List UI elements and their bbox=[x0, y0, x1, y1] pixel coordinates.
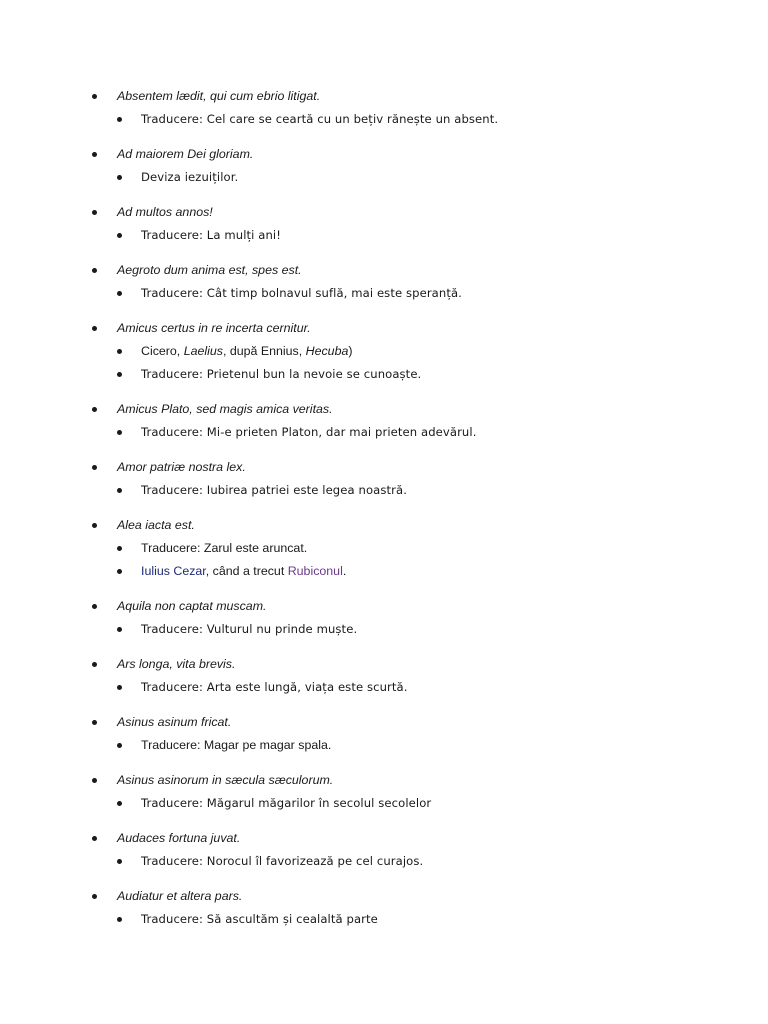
bullet-icon bbox=[117, 801, 122, 806]
latin-phrase: Ad maiorem Dei gloriam. bbox=[117, 147, 254, 161]
source-close: ) bbox=[348, 344, 353, 358]
list-item bbox=[0, 654, 768, 712]
bullet-icon bbox=[92, 894, 97, 899]
bullet-icon bbox=[92, 523, 97, 528]
latin-phrase: Ad multos annos! bbox=[117, 205, 213, 219]
bullet-icon bbox=[92, 778, 97, 783]
bullet-icon bbox=[92, 720, 97, 725]
bullet-icon bbox=[117, 917, 122, 922]
bullet-icon bbox=[117, 291, 122, 296]
bullet-icon bbox=[92, 326, 97, 331]
bullet-icon bbox=[117, 117, 122, 122]
list-item bbox=[0, 886, 768, 944]
list-item bbox=[0, 318, 768, 399]
source-text: , când a trecut bbox=[205, 564, 288, 578]
translation: Traducere: La mulți ani! bbox=[141, 228, 281, 242]
latin-phrase: Aegroto dum anima est, spes est. bbox=[117, 263, 302, 277]
list-item bbox=[0, 770, 768, 828]
translation: Traducere: Norocul îl favorizează pe cel curajos. bbox=[141, 854, 424, 868]
translation: Traducere: Cel care se ceartă cu un bețiv rănește un absent. bbox=[141, 112, 499, 126]
bullet-icon bbox=[92, 152, 97, 157]
translation: Traducere: Mi-e prieten Platon, dar mai prieten adevărul. bbox=[141, 425, 477, 439]
link-iulius-cezar[interactable]: Iulius Cezar bbox=[141, 564, 206, 578]
bullet-icon bbox=[117, 569, 122, 574]
bullet-icon bbox=[92, 836, 97, 841]
latin-phrase: Amicus Plato, sed magis amica veritas. bbox=[117, 402, 333, 416]
bullet-icon bbox=[92, 604, 97, 609]
latin-phrase: Audiatur et altera pars. bbox=[117, 889, 243, 903]
list-item bbox=[0, 86, 768, 144]
list-item bbox=[0, 712, 768, 770]
bullet-icon bbox=[117, 349, 122, 354]
list-item bbox=[0, 828, 768, 886]
note: Deviza iezuiților. bbox=[141, 170, 239, 184]
translation: Traducere: Cât timp bolnavul suflă, mai este speranță. bbox=[141, 286, 462, 300]
list-item bbox=[0, 515, 768, 596]
list-item bbox=[0, 457, 768, 515]
list-item bbox=[0, 202, 768, 260]
bullet-icon bbox=[92, 210, 97, 215]
source-note bbox=[141, 341, 353, 361]
bullet-icon bbox=[117, 546, 122, 551]
bullet-icon bbox=[117, 859, 122, 864]
source-work: Laelius bbox=[183, 344, 223, 358]
bullet-icon bbox=[117, 743, 122, 748]
latin-phrase: Absentem lædit, qui cum ebrio litigat. bbox=[117, 89, 321, 103]
source-author: Cicero, bbox=[141, 344, 184, 358]
list-item bbox=[0, 399, 768, 457]
translation: Traducere: Magar pe magar spala. bbox=[141, 738, 332, 752]
translation: Traducere: Măgarul măgarilor în secolul secolelor bbox=[141, 796, 432, 810]
bullet-icon bbox=[92, 465, 97, 470]
latin-phrase: Audaces fortuna juvat. bbox=[117, 831, 241, 845]
latin-phrase: Amicus certus in re incerta cernitur. bbox=[117, 321, 311, 335]
latin-phrase: Asinus asinum fricat. bbox=[117, 715, 232, 729]
bullet-icon bbox=[92, 268, 97, 273]
source-work: Hecuba bbox=[305, 344, 349, 358]
bullet-icon bbox=[117, 175, 122, 180]
bullet-icon bbox=[117, 233, 122, 238]
latin-phrase: Aquila non captat muscam. bbox=[117, 599, 267, 613]
bullet-icon bbox=[117, 430, 122, 435]
list-item bbox=[0, 260, 768, 318]
bullet-icon bbox=[117, 488, 122, 493]
bullet-icon bbox=[117, 685, 122, 690]
source-note bbox=[141, 561, 346, 581]
bullet-icon bbox=[92, 94, 97, 99]
translation: Traducere: Să ascultăm și cealaltă parte bbox=[141, 912, 378, 926]
source-end: . bbox=[342, 564, 347, 578]
translation: Traducere: Vulturul nu prinde muște. bbox=[141, 622, 358, 636]
bullet-icon bbox=[117, 372, 122, 377]
latin-phrase: Asinus asinorum in sæcula sæculorum. bbox=[117, 773, 334, 787]
bullet-icon bbox=[117, 627, 122, 632]
source-text: , după Ennius, bbox=[222, 344, 306, 358]
link-rubiconul[interactable]: Rubiconul bbox=[287, 564, 343, 578]
latin-phrase: Alea iacta est. bbox=[117, 518, 195, 532]
bullet-icon bbox=[92, 407, 97, 412]
translation: Traducere: Prietenul bun la nevoie se cunoaște. bbox=[141, 367, 422, 381]
latin-phrase: Ars longa, vita brevis. bbox=[117, 657, 236, 671]
latin-phrase: Amor patriæ nostra lex. bbox=[117, 460, 246, 474]
bullet-icon bbox=[92, 662, 97, 667]
translation: Traducere: Iubirea patriei este legea noastră. bbox=[141, 483, 407, 497]
translation: Traducere: Zarul este aruncat. bbox=[141, 541, 308, 555]
list-item bbox=[0, 596, 768, 654]
list-item bbox=[0, 144, 768, 202]
translation: Traducere: Arta este lungă, viața este scurtă. bbox=[141, 680, 408, 694]
